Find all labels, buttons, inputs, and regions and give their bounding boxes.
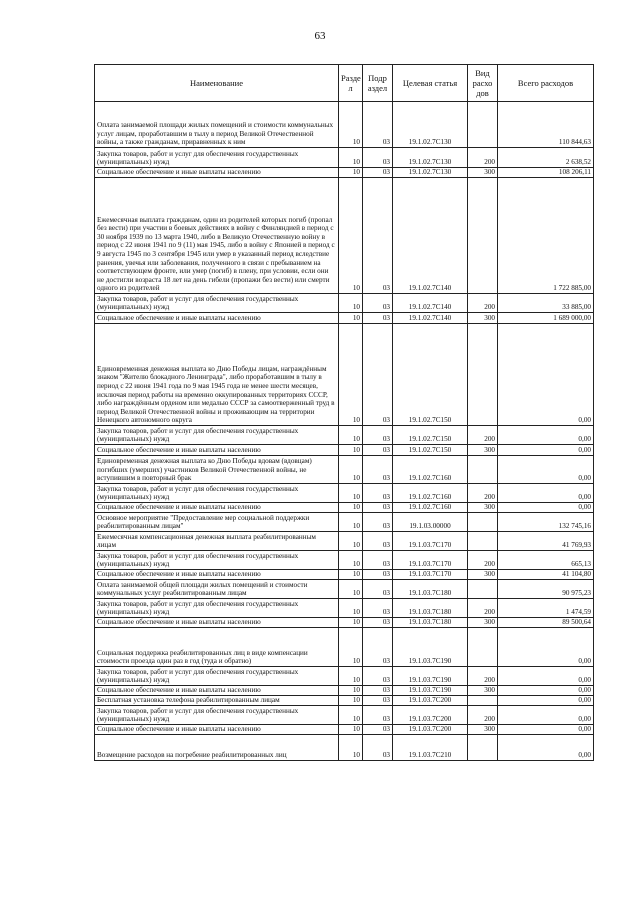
row-subsection: 03 <box>363 696 393 706</box>
row-amount: 41 104,80 <box>498 570 594 580</box>
table-row <box>95 484 594 503</box>
row-subsection: 03 <box>363 706 393 725</box>
header-article: Целевая статья <box>393 65 468 102</box>
row-article: 19.1.03.00000 <box>393 513 468 532</box>
row-name: Закупка товаров, работ и услуг для обеспечения государственных (муниципальных) нужд <box>95 599 339 618</box>
row-subsection: 03 <box>363 503 393 513</box>
row-name: Социальное обеспечение и иные выплаты населению <box>95 570 339 580</box>
row-name: Возмещение расходов на погребение реабилитированных лиц <box>95 735 339 761</box>
table-row <box>95 102 594 148</box>
row-amount: 0,00 <box>498 706 594 725</box>
table-row <box>95 570 594 580</box>
table-row <box>95 580 594 599</box>
row-section: 10 <box>339 696 363 706</box>
row-subsection: 03 <box>363 484 393 503</box>
row-name: Социальное обеспечение и иные выплаты населению <box>95 686 339 696</box>
row-subsection: 03 <box>363 580 393 599</box>
row-kind: 200 <box>468 667 498 686</box>
row-article: 19.1.02.7С130 <box>393 148 468 168</box>
table-body <box>95 102 594 761</box>
row-subsection: 03 <box>363 445 393 456</box>
row-kind: 200 <box>468 426 498 445</box>
table-row <box>95 686 594 696</box>
row-section: 10 <box>339 628 363 667</box>
row-subsection: 03 <box>363 148 393 168</box>
row-kind: 300 <box>468 503 498 513</box>
row-subsection: 03 <box>363 102 393 148</box>
row-kind: 300 <box>468 618 498 628</box>
row-amount: 0,00 <box>498 324 594 426</box>
row-name: Закупка товаров, работ и услуг для обеспечения государственных (муниципальных) нужд <box>95 426 339 445</box>
row-subsection: 03 <box>363 735 393 761</box>
row-section: 10 <box>339 725 363 735</box>
row-kind <box>468 735 498 761</box>
row-name: Ежемесячная выплата гражданам, один из родителей которых погиб (пропал без вести) при участии в боевых действиях в войну с Финляндией в период с 30 ноября 1939 по 13 марта 1940, либо в Великую Отечественную войну в период с 22 июня 1941 по 9 (11) мая 1945, либо в войну с Японией в период с 9 августа 1945 по 3 сентября 1945 или умер в указанный период вследствие ранения, увечья или заболевания, полученного в связи с пребыванием на соответствующем фронте, или умер (погиб) в плену, при условии, если они не достигли возраста 18 лет на день гибели (пропажи без вести) или смерти одного из родителей <box>95 178 339 294</box>
table-row <box>95 426 594 445</box>
row-kind: 200 <box>468 484 498 503</box>
row-kind <box>468 580 498 599</box>
table-row <box>95 503 594 513</box>
row-amount: 665,13 <box>498 551 594 570</box>
table-row <box>95 725 594 735</box>
row-kind: 300 <box>468 168 498 178</box>
row-kind: 200 <box>468 294 498 313</box>
row-article: 19.1.03.7С210 <box>393 735 468 761</box>
row-amount: 2 638,52 <box>498 148 594 168</box>
row-article: 19.1.02.7С140 <box>393 178 468 294</box>
row-subsection: 03 <box>363 551 393 570</box>
row-amount: 0,00 <box>498 484 594 503</box>
row-subsection: 03 <box>363 513 393 532</box>
row-section: 10 <box>339 513 363 532</box>
row-amount: 33 885,00 <box>498 294 594 313</box>
row-amount: 0,00 <box>498 696 594 706</box>
row-subsection: 03 <box>363 313 393 324</box>
row-name: Закупка товаров, работ и услуг для обеспечения государственных (муниципальных) нужд <box>95 706 339 725</box>
row-kind: 200 <box>468 148 498 168</box>
row-article: 19.1.03.7С180 <box>393 580 468 599</box>
row-article: 19.1.03.7С180 <box>393 618 468 628</box>
row-subsection: 03 <box>363 178 393 294</box>
row-article: 19.1.03.7С170 <box>393 551 468 570</box>
header-total: Всего расходов <box>498 65 594 102</box>
row-amount: 0,00 <box>498 456 594 484</box>
row-name: Оплата занимаемой общей площади жилых помещений и стоимости коммунальных услуг реабилитированным лицам <box>95 580 339 599</box>
row-name: Социальное обеспечение и иные выплаты населению <box>95 503 339 513</box>
table-row <box>95 696 594 706</box>
row-article: 19.1.02.7С150 <box>393 426 468 445</box>
row-article: 19.1.03.7С170 <box>393 532 468 551</box>
table-row <box>95 445 594 456</box>
table-row <box>95 294 594 313</box>
row-section: 10 <box>339 102 363 148</box>
row-kind <box>468 628 498 667</box>
row-name: Социальное обеспечение и иные выплаты населению <box>95 168 339 178</box>
row-amount: 0,00 <box>498 503 594 513</box>
table-row <box>95 628 594 667</box>
row-section: 10 <box>339 484 363 503</box>
row-section: 10 <box>339 178 363 294</box>
table-row <box>95 313 594 324</box>
row-article: 19.1.03.7С200 <box>393 725 468 735</box>
row-name: Ежемесячная компенсационная денежная выплата реабилитированным лицам <box>95 532 339 551</box>
row-section: 10 <box>339 426 363 445</box>
table-header-row <box>95 65 594 102</box>
row-subsection: 03 <box>363 667 393 686</box>
row-kind <box>468 532 498 551</box>
row-article: 19.1.03.7С180 <box>393 599 468 618</box>
row-subsection: 03 <box>363 532 393 551</box>
row-name: Единовременная денежная выплата ко Дню Победы лицам, награждённым знаком "Жителю блокадного Ленинграда", либо проработавшим в тылу в период с 22 июня 1941 года по 9 мая 1945 года не менее шести месяцев, исключая период работы на временно оккупированных территориях СССР, либо награждённым орденом или медалью СССР за самоотверженный труд в период Великой Отечественной войны и проживающим на территории Ненецкого автономного округа <box>95 324 339 426</box>
row-section: 10 <box>339 570 363 580</box>
row-section: 10 <box>339 686 363 696</box>
row-amount: 0,00 <box>498 686 594 696</box>
row-amount: 108 206,11 <box>498 168 594 178</box>
row-amount: 90 975,23 <box>498 580 594 599</box>
row-name: Социальная поддержка реабилитированных лиц в виде компенсации стоимости проезда один раз в год (туда и обратно) <box>95 628 339 667</box>
row-subsection: 03 <box>363 628 393 667</box>
header-kind: Вид расхо дов <box>468 65 498 102</box>
table-row <box>95 513 594 532</box>
row-section: 10 <box>339 294 363 313</box>
row-kind <box>468 102 498 148</box>
table-row <box>95 706 594 725</box>
row-article: 19.1.02.7С150 <box>393 324 468 426</box>
budget-table <box>94 64 594 761</box>
row-kind: 300 <box>468 313 498 324</box>
header-name: Наименование <box>95 65 339 102</box>
row-subsection: 03 <box>363 456 393 484</box>
row-article: 19.1.02.7С130 <box>393 168 468 178</box>
row-kind: 200 <box>468 599 498 618</box>
row-subsection: 03 <box>363 725 393 735</box>
row-article: 19.1.03.7С170 <box>393 570 468 580</box>
row-article: 19.1.02.7С140 <box>393 294 468 313</box>
row-section: 10 <box>339 532 363 551</box>
row-kind: 300 <box>468 570 498 580</box>
row-subsection: 03 <box>363 168 393 178</box>
row-kind: 300 <box>468 686 498 696</box>
row-section: 10 <box>339 445 363 456</box>
row-kind <box>468 513 498 532</box>
row-name: Социальное обеспечение и иные выплаты населению <box>95 725 339 735</box>
row-kind: 200 <box>468 551 498 570</box>
row-kind: 300 <box>468 445 498 456</box>
row-subsection: 03 <box>363 618 393 628</box>
table-row <box>95 551 594 570</box>
row-article: 19.1.02.7С160 <box>393 456 468 484</box>
row-article: 19.1.02.7С160 <box>393 484 468 503</box>
row-amount: 0,00 <box>498 445 594 456</box>
row-kind: 200 <box>468 706 498 725</box>
row-subsection: 03 <box>363 599 393 618</box>
row-section: 10 <box>339 551 363 570</box>
row-section: 10 <box>339 503 363 513</box>
row-section: 10 <box>339 706 363 725</box>
row-name: Закупка товаров, работ и услуг для обеспечения государственных (муниципальных) нужд <box>95 667 339 686</box>
table-row <box>95 532 594 551</box>
table-row <box>95 667 594 686</box>
row-amount: 132 745,16 <box>498 513 594 532</box>
row-section: 10 <box>339 168 363 178</box>
row-article: 19.1.02.7С130 <box>393 102 468 148</box>
row-amount: 89 500,64 <box>498 618 594 628</box>
row-section: 10 <box>339 324 363 426</box>
row-name: Социальное обеспечение и иные выплаты населению <box>95 445 339 456</box>
row-section: 10 <box>339 599 363 618</box>
row-subsection: 03 <box>363 294 393 313</box>
row-article: 19.1.03.7С200 <box>393 706 468 725</box>
row-subsection: 03 <box>363 686 393 696</box>
row-name: Социальное обеспечение и иные выплаты населению <box>95 313 339 324</box>
row-article: 19.1.03.7С190 <box>393 667 468 686</box>
row-name: Бесплатная установка телефона реабилитированным лицам <box>95 696 339 706</box>
table-row <box>95 178 594 294</box>
row-name: Закупка товаров, работ и услуг для обеспечения государственных (муниципальных) нужд <box>95 294 339 313</box>
table-row <box>95 618 594 628</box>
table-row <box>95 735 594 761</box>
row-amount: 0,00 <box>498 667 594 686</box>
row-name: Закупка товаров, работ и услуг для обеспечения государственных (муниципальных) нужд <box>95 551 339 570</box>
row-amount: 0,00 <box>498 725 594 735</box>
row-name: Оплата занимаемой площади жилых помещений и стоимости коммунальных услуг лицам, проработавшим в тылу в период Великой Отечественной войны, а также гражданам, приравненных к ним <box>95 102 339 148</box>
row-amount: 0,00 <box>498 735 594 761</box>
row-article: 19.1.03.7С200 <box>393 696 468 706</box>
row-kind <box>468 456 498 484</box>
row-kind <box>468 696 498 706</box>
row-article: 19.1.03.7С190 <box>393 686 468 696</box>
row-kind <box>468 178 498 294</box>
row-name: Единовременная денежная выплата ко Дню Победы вдовам (вдовцам) погибших (умерших) участников Великой Отечественной войны, не вступившим в повторный брак <box>95 456 339 484</box>
row-section: 10 <box>339 735 363 761</box>
row-amount: 0,00 <box>498 628 594 667</box>
row-amount: 1 689 000,00 <box>498 313 594 324</box>
table-row <box>95 148 594 168</box>
row-amount: 41 769,93 <box>498 532 594 551</box>
row-amount: 1 474,59 <box>498 599 594 618</box>
table-row <box>95 599 594 618</box>
row-article: 19.1.02.7С140 <box>393 313 468 324</box>
row-amount: 110 844,63 <box>498 102 594 148</box>
row-section: 10 <box>339 456 363 484</box>
row-section: 10 <box>339 580 363 599</box>
row-section: 10 <box>339 313 363 324</box>
row-article: 19.1.02.7С150 <box>393 445 468 456</box>
row-kind <box>468 324 498 426</box>
page-number: 63 <box>314 30 326 42</box>
row-name: Закупка товаров, работ и услуг для обеспечения государственных (муниципальных) нужд <box>95 484 339 503</box>
row-name: Социальное обеспечение и иные выплаты населению <box>95 618 339 628</box>
header-subsection: Подр аздел <box>363 65 393 102</box>
header-section: Разде л <box>339 65 363 102</box>
row-name: Закупка товаров, работ и услуг для обеспечения государственных (муниципальных) нужд <box>95 148 339 168</box>
row-name: Основное мероприятие "Предоставление мер социальной поддержки реабилитированным лицам" <box>95 513 339 532</box>
row-kind: 300 <box>468 725 498 735</box>
row-section: 10 <box>339 667 363 686</box>
table-row <box>95 168 594 178</box>
row-article: 19.1.03.7С190 <box>393 628 468 667</box>
row-section: 10 <box>339 148 363 168</box>
row-subsection: 03 <box>363 570 393 580</box>
row-amount: 0,00 <box>498 426 594 445</box>
row-amount: 1 722 885,00 <box>498 178 594 294</box>
table-row <box>95 324 594 426</box>
row-subsection: 03 <box>363 426 393 445</box>
row-subsection: 03 <box>363 324 393 426</box>
row-section: 10 <box>339 618 363 628</box>
table-row <box>95 456 594 484</box>
row-article: 19.1.02.7С160 <box>393 503 468 513</box>
